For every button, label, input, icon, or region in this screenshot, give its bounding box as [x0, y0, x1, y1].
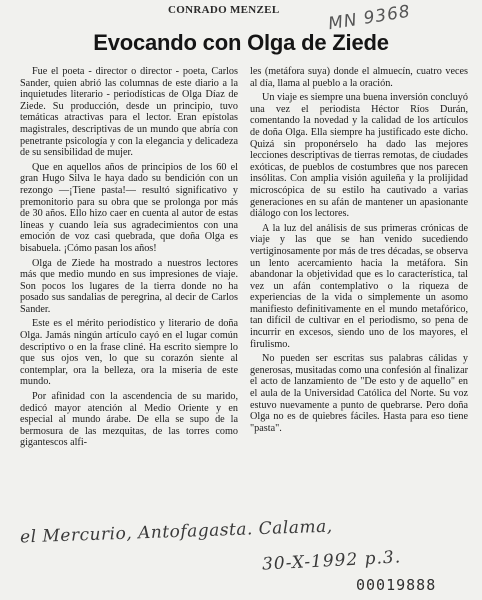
- paragraph: Este es el mérito periodístico y literario de doña Olga. Jamás ningún artículo cayó en el lugar común descriptivo o en la frase cliné. Ha escrito siempre lo que sus ojos ven, lo que su corazón siente al contemplar, ora la belleza, ora la miseria de este mundo.: [20, 318, 238, 388]
- catalog-number: 00019888: [356, 576, 437, 594]
- byline: CONRADO MENZEL: [168, 4, 280, 16]
- headline: Evocando con Olga de Ziede: [93, 30, 389, 55]
- paragraph-continuation: les (metáfora suya) donde el almuecín, cuatro veces al día, llama al pueblo a la oración.: [250, 66, 468, 89]
- article-column-right: [250, 66, 468, 434]
- paragraph: Por afinidad con la ascendencia de su marido, dedicó mayor atención al Medio Oriente y en especial al mundo árabe. De ella se supo de la bermosura de las mezquitas, de las torres como gigantescos alfi-: [20, 391, 238, 449]
- article-column-left: [20, 66, 238, 449]
- paragraph: Que en aquellos años de principios de los 60 el gran Hugo Silva le haya dado su bendición con un rezongo —¡Tiene pasta!— resultó significativo y premonitorio para su obra que se prolonga por más de 30 años. Ello hizo caer en cuenta al autor de estas líneas y cuando leía sus agradecimientos con una emoción de voz casi quebrada, que doña Olga es bisabuela. ¡Cómo pasan los años!: [20, 161, 238, 254]
- archive-stamp: MN 9368: [326, 1, 413, 35]
- paragraph: Fue el poeta - director o director - poeta, Carlos Sander, quien abrió las columnas de este diario a la inquietudes literario - periodísticas de Olga Díaz de Ziede. Su producción, desde un principio, tuvo temáticas atractivas para el lector. Eran epístolas magistrales, descriptivas de un mundo que abría con penetrante psicología y con la elegancia y delicadeza de su sensibilidad de mujer.: [20, 66, 238, 159]
- paragraph: Olga de Ziede ha mostrado a nuestros lectores más que medio mundo en sus impresiones de viaje. Son pocos los lugares de la tierra donde no ha posado sus sandalias de peregrina, al decir de Carlos Sander.: [20, 257, 238, 315]
- paragraph: No pueden ser escritas sus palabras cálidas y generosas, musitadas como una confesión al finalizar el acto de lanzamiento de "De esto y de aquello" en el aula de la Universidad Católica del Norte. Su voz estuvo nuevamente a punto de quebrarse. Pero doña Olga no es de quiebres fáciles. Hasta para eso tiene "pasta".: [250, 353, 468, 434]
- paragraph: Un viaje es siempre una buena inversión concluyó una vez el periodista Héctor Ríos Durán, comentando la novedad y la calidad de los artículos de doña Olga. Ella siempre ha justificado este dicho. Quizá sin proponérselo ha dado las mejores lecciones descriptivas de tierras remotas, de ciudades exóticas, de pueblos de costumbres que nos parecen insólitas. Con amplia visión aguileña y la prolijidad microscópica de su estilo ha cautivado a varias generaciones en su afán de mantener un apasionante diálogo con los lectores.: [250, 92, 468, 220]
- handwritten-date-note: 30-X-1992 p.3.: [261, 547, 402, 575]
- paragraph: A la luz del análisis de sus primeras crónicas de viaje y las que se han venido sucediendo vertiginosamente por más de tres décadas, se observa un lento acercamiento hacia la metáfora. Sin abandonar la objetividad que es lo característica, tal vez un afán contemplativo o la riqueza de experiencias de la vida o simplemente un asomo manifiesto definitivamente en el mundo metafórico, tan difícil de cultivar en el periodismo, so pena de incurrir en excesos, siendo uno de los mayores, el firulismo.: [250, 222, 468, 350]
- handwritten-source-note: el Mercurio, Antofagasta. Calama,: [19, 516, 333, 548]
